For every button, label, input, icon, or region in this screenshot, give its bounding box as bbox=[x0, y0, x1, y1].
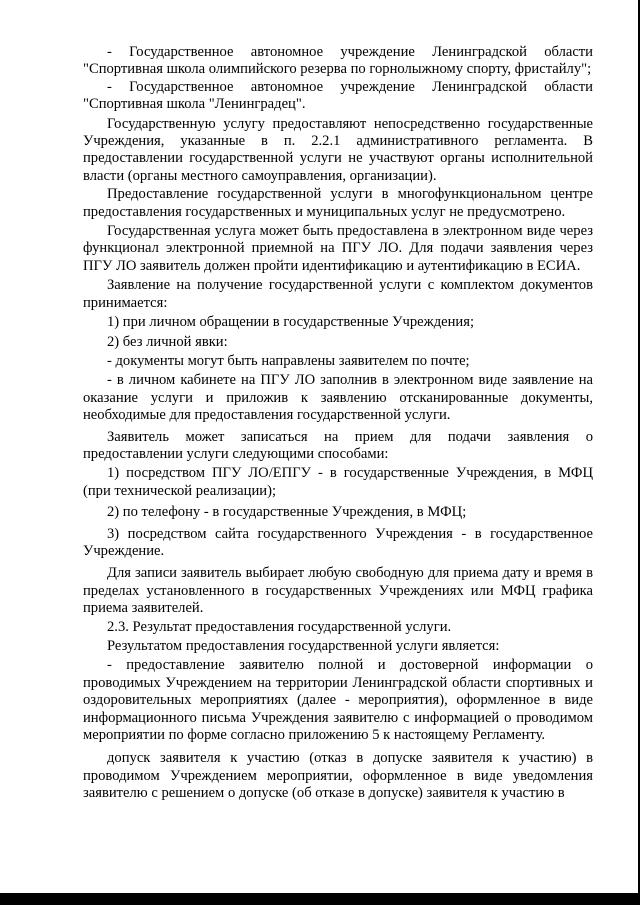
list-item-information: - предоставление заявителю полной и достоверной информации о проводимых Учреждением на территории Ленинградской области спортивных и оздоровительных мероприятиях (далее - мероприятия), оформленное в виде информационного письма Учреждения заявителю с информацией о проводимом мероприятии по форме согласно приложению 5 к настоящему Регламенту. bbox=[83, 657, 593, 744]
paragraph-appointment: Заявитель может записаться на прием для подачи заявления о предоставлении услуги следующими способами: bbox=[83, 428, 593, 462]
list-item-admission: допуск заявителя к участию (отказ в допуске заявителя к участию) в проводимом Учреждением мероприятии, оформленное в виде уведомления заявителю с решением о допуске (об отказе в допуске) заявителя к участию в bbox=[83, 750, 593, 802]
section-heading-2-3: 2.3. Результат предоставления государственной услуги. bbox=[107, 618, 452, 635]
list-item-personal-cabinet: - в личном кабинете на ПГУ ЛО заполнив в электронном виде заявление на оказание услуги и приложив к заявлению отсканированные документы, необходимые для предоставления государственной услуги. bbox=[83, 372, 593, 424]
list-item-phone: 2) по телефону - в государственные Учреждения, в МФЦ; bbox=[107, 504, 467, 521]
paragraph-institution-ski: - Государственное автономное учреждение Ленинградской области "Спортивная школа олимпийского резерва по горнолыжному спорту, фристайлу"; bbox=[83, 44, 593, 78]
paragraph-providers: Государственную услугу предоставляют непосредственно государственные Учреждения, указанные в п. 2.2.1 административного регламента. В предоставлении государственной услуги не участвуют органы исполнительной власти (органы местного самоуправления, организации). bbox=[83, 115, 593, 184]
paragraph-date-selection: Для записи заявитель выбирает любую свободную для приема дату и время в пределах установленного в государственных Учреждениях или МФЦ графика приема заявителей. bbox=[83, 565, 593, 617]
paragraph-mfc: Предоставление государственной услуги в многофункциональном центре предоставления государственных и муниципальных услуг не предусмотрено. bbox=[83, 186, 593, 220]
paragraph-institution-leningradets: - Государственное автономное учреждение Ленинградской области "Спортивная школа "Ленинградец". bbox=[83, 78, 593, 113]
list-item-post: - документы могут быть направлены заявителем по почте; bbox=[107, 352, 470, 369]
list-item-website: 3) посредством сайта государственного Учреждения - в государственное Учреждение. bbox=[83, 525, 593, 559]
scan-bottom-edge bbox=[0, 893, 640, 905]
paragraph-result-intro: Результатом предоставления государственной услуги является: bbox=[107, 638, 500, 654]
list-item-pgu: 1) посредством ПГУ ЛО/ЕПГУ - в государственные Учреждения, в МФЦ (при технической реализации); bbox=[83, 465, 593, 499]
paragraph-electronic: Государственная услуга может быть предоставлена в электронном виде через функционал электронной приемной на ПГУ ЛО. Для подачи заявления через ПГУ ЛО заявитель должен пройти идентификацию и аутентификацию в ЕСИА. bbox=[83, 223, 593, 274]
list-item-in-person: 1) при личном обращении в государственные Учреждения; bbox=[107, 314, 474, 331]
paragraph-application: Заявление на получение государственной услуги с комплектом документов принимается: bbox=[83, 277, 593, 311]
document-body bbox=[83, 44, 593, 803]
list-item-remote: 2) без личной явки: bbox=[107, 333, 228, 350]
